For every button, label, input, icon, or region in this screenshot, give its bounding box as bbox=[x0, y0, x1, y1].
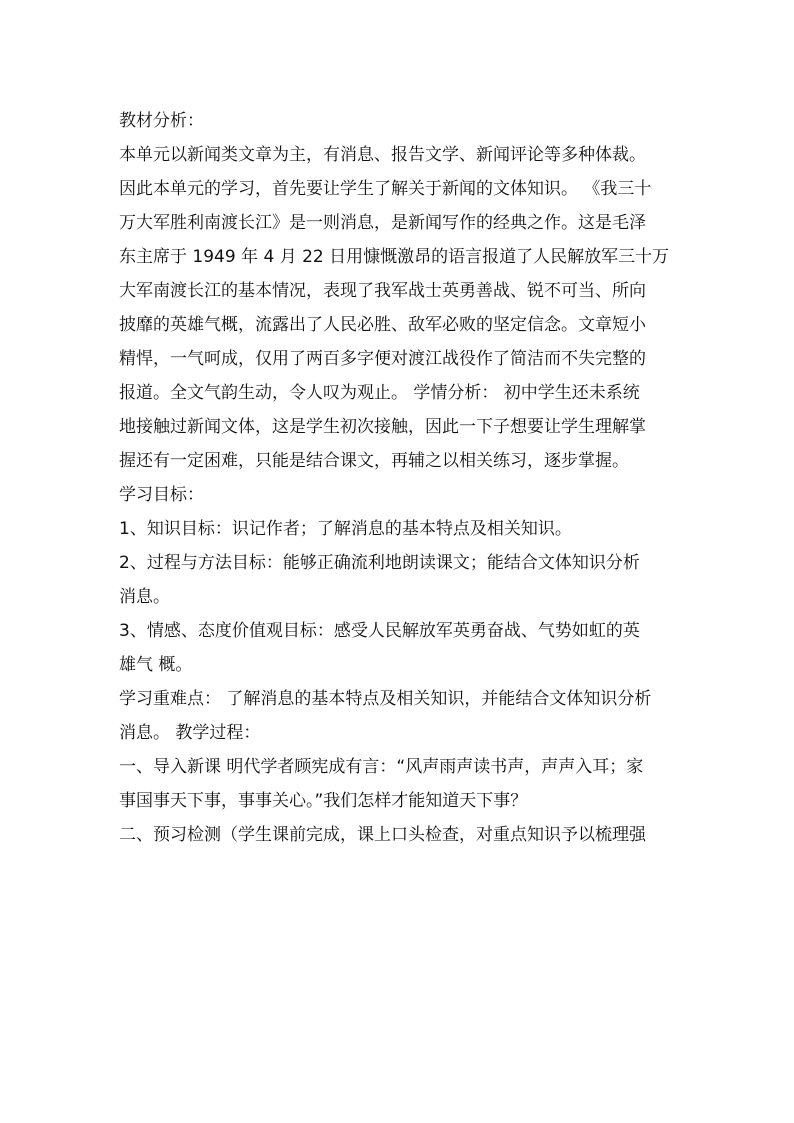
paragraph-line: 地接触过新闻文体，这是学生初次接触，因此一下子想要让学生理解掌 bbox=[119, 417, 646, 437]
step-preview-check: 二、预习检测（学生课前完成，课上口头检查，对重点知识予以梳理强 bbox=[119, 825, 646, 845]
paragraph-line: 万大军胜利南渡长江》是一则消息，是新闻写作的经典之作。这是毛泽 bbox=[119, 213, 646, 233]
document-body bbox=[119, 104, 679, 852]
paragraph-line: 因此本单元的学习，首先要让学生了解关于新闻的文体知识。 《我三十 bbox=[119, 179, 652, 199]
heading-learning-objectives: 学习目标： bbox=[119, 485, 204, 505]
step-introduction: 一、导入新课 明代学者顾宪成有言：“风声雨声读书声，声声入耳；家 bbox=[119, 757, 644, 777]
objective-knowledge: 1、知识目标：识记作者；了解消息的基本特点及相关知识。 bbox=[119, 519, 572, 539]
step-introduction-cont: 事国事天下事，事事关心。”我们怎样才能知道天下事？ bbox=[119, 791, 528, 811]
key-difficulties-cont: 消息。 教学过程： bbox=[119, 723, 261, 743]
paragraph-line: 披靡的英雄气概，流露出了人民必胜、敌军必败的坚定信念。文章短小 bbox=[119, 315, 646, 335]
objective-emotion-attitude: 3、情感、态度价值观目标：感受人民解放军英勇奋战、气势如虹的英 bbox=[119, 621, 640, 641]
paragraph-line: 东主席于 1949 年 4 月 22 日用慷慨激昂的语言报道了人民解放军三十万 bbox=[119, 247, 670, 267]
paragraph-line: 本单元以新闻类文章为主，有消息、报告文学、新闻评论等多种体裁。 bbox=[119, 145, 646, 165]
paragraph-line: 大军南渡长江的基本情况，表现了我军战士英勇善战、锐不可当、所向 bbox=[119, 281, 646, 301]
paragraph-line: 精悍，一气呵成，仅用了两百多字便对渡江战役作了简洁而不失完整的 bbox=[119, 349, 646, 369]
objective-emotion-attitude-cont: 雄气 概。 bbox=[119, 655, 193, 675]
paragraph-line: 报道。全文气韵生动，令人叹为观止。 学情分析： 初中学生还未系统 bbox=[119, 383, 640, 403]
key-difficulties: 学习重难点： 了解消息的基本特点及相关知识，并能结合文体知识分析 bbox=[119, 689, 652, 709]
objective-process-method-cont: 消息。 bbox=[119, 587, 170, 607]
paragraph-line: 握还有一定困难，只能是结合课文，再辅之以相关练习，逐步掌握。 bbox=[119, 451, 629, 471]
objective-process-method: 2、过程与方法目标：能够正确流利地朗读课文；能结合文体知识分析 bbox=[119, 553, 640, 573]
heading-material-analysis: 教材分析： bbox=[119, 111, 204, 131]
